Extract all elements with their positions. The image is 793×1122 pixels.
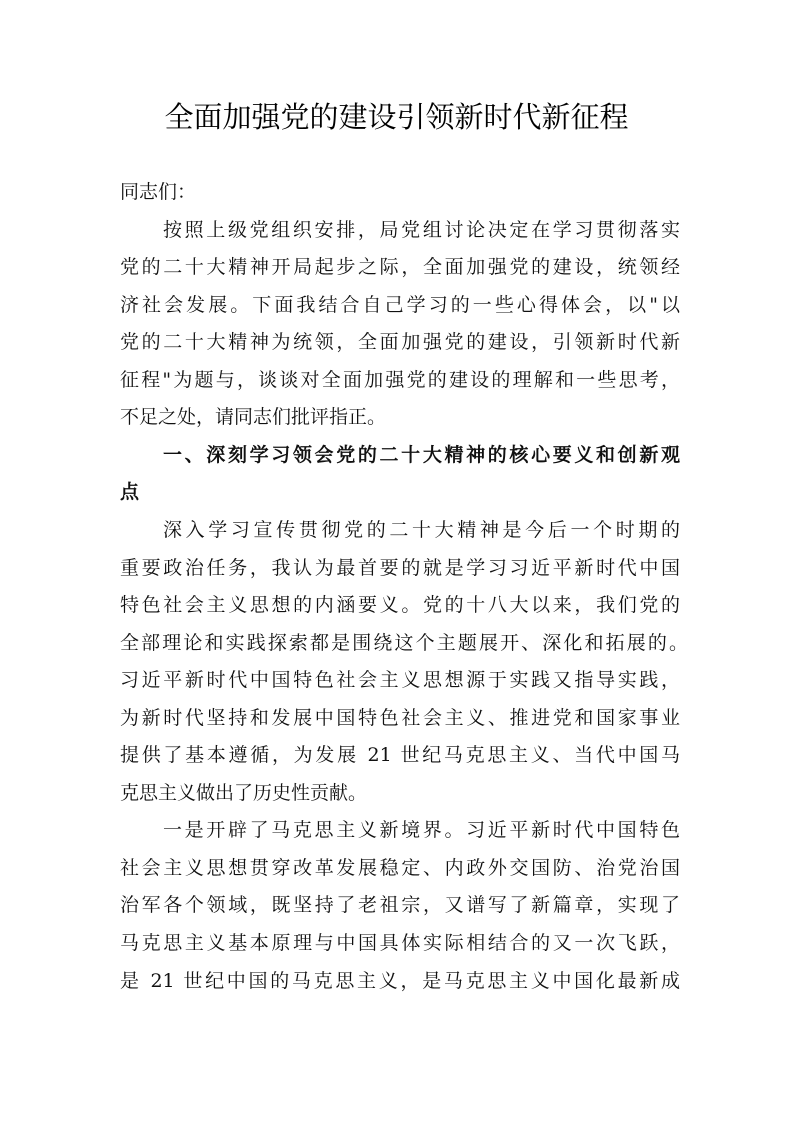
- paragraph-line: 重要政治任务，我认为最首要的就是学习习近平新时代中国: [120, 556, 680, 579]
- paragraph-line: 治军各个领域，既坚持了老祖宗，又谱写了新篇章，实现了: [120, 894, 680, 917]
- paragraph-line: 一是开辟了马克思主义新境界。习近平新时代中国特色: [163, 819, 680, 842]
- paragraph-line: 按照上级党组织安排，局党组讨论决定在学习贯彻落实: [163, 218, 680, 241]
- paragraph-line: 深入学习宣传贯彻党的二十大精神是今后一个时期的: [163, 518, 680, 541]
- paragraph-line: 同志们：: [120, 181, 197, 203]
- paragraph-line: 征程"为题与，谈谈对全面加强党的建设的理解和一些思考，: [120, 368, 680, 391]
- paragraph-line: 济社会发展。下面我结合自己学习的一些心得体会，以"以: [120, 293, 680, 316]
- paragraph-line: 提供了基本遵循，为发展 21 世纪马克思主义、当代中国马: [120, 744, 680, 767]
- paragraph-line: 为新时代坚持和发展中国特色社会主义、推进党和国家事业: [120, 706, 680, 729]
- paragraph-line: 特色社会主义思想的内涵要义。党的十八大以来，我们党的: [120, 594, 680, 617]
- paragraph-line: 社会主义思想贯穿改革发展稳定、内政外交国防、治党治国: [120, 856, 680, 879]
- paragraph-line: 不足之处，请同志们批评指正。: [120, 406, 387, 429]
- paragraph-line: 克思主义做出了历史性贡献。: [120, 781, 368, 804]
- paragraph-line: 党的二十大精神开局起步之际，全面加强党的建设，统领经: [120, 256, 680, 279]
- paragraph-line: 马克思主义基本原理与中国具体实际相结合的又一次飞跃，: [120, 932, 680, 954]
- paragraph-line: 党的二十大精神为统领，全面加强党的建设，引领新时代新: [120, 331, 680, 354]
- document-title: 全面加强党的建设引领新时代新征程: [164, 100, 629, 134]
- section-heading-line: 一、深刻学习领会党的二十大精神的核心要义和创新观: [163, 443, 680, 466]
- paragraph-line: 全部理论和实践探索都是围绕这个主题展开、深化和拓展的。: [120, 631, 688, 654]
- paragraph-line: 习近平新时代中国特色社会主义思想源于实践又指导实践，: [120, 669, 680, 692]
- paragraph-line: 是 21 世纪中国的马克思主义，是马克思主义中国化最新成: [120, 969, 680, 992]
- section-heading-line: 点: [120, 481, 140, 504]
